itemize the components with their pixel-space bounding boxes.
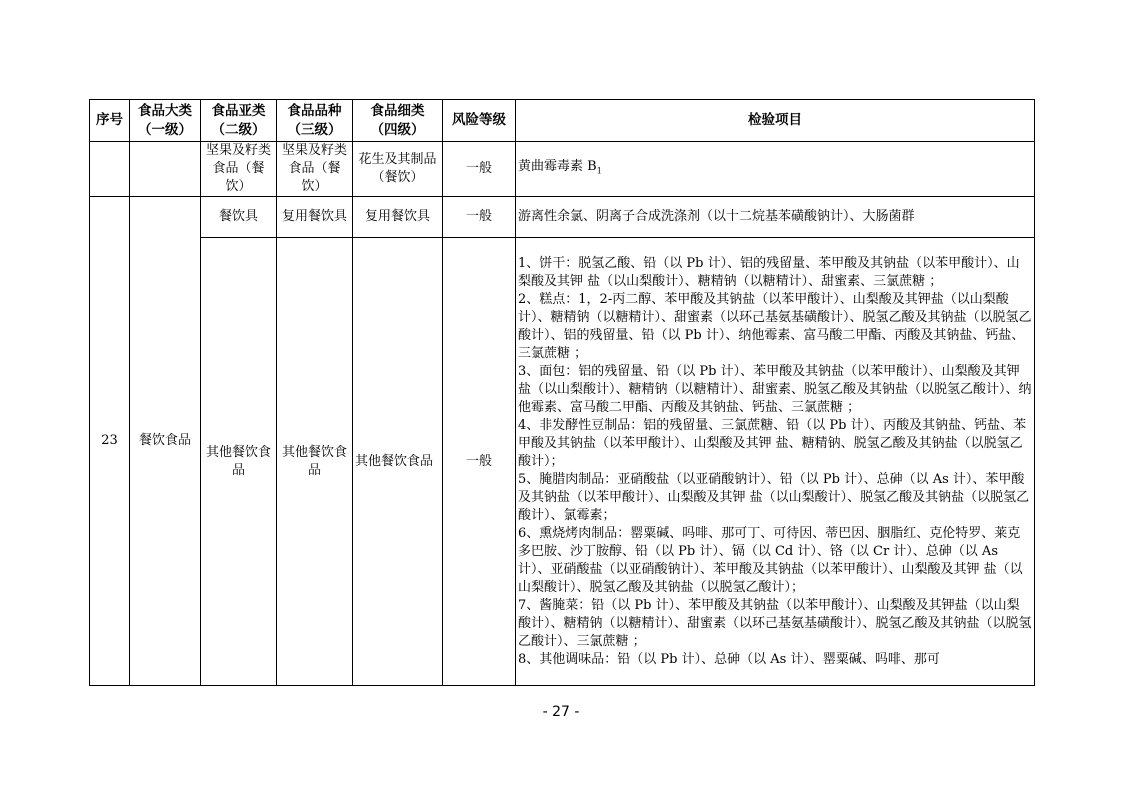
inspection-items-cell: 黄曲霉毒素 $B_1$ — [516, 142, 1035, 197]
page-number: - 27 - — [542, 704, 580, 720]
seq-cell — [90, 142, 130, 197]
header-seq: 序号 — [90, 100, 130, 142]
header-risk-level: 风险等级 — [443, 100, 516, 142]
category1-cell — [130, 142, 201, 197]
header-category-level3: 食品品种 （三级） — [277, 100, 353, 142]
header-category-level2: 食品亚类 （二级） — [201, 100, 277, 142]
inspection-item: 5、腌腊肉制品：亚硝酸盐（以亚硝酸钠计）、铅（以 Pb 计）、总砷（以 As 计）、苯甲酸及其钠盐（以苯甲酸计）、山梨酸及其钾 盐（以山梨酸计）、脱氢乙酸及其钠盐（以脱氢乙酸计）、氯霉素； — [518, 471, 1030, 523]
inspection-item: 4、非发酵性豆制品：铝的残留量、三氯蔗糖、铅（以 Pb 计）、丙酸及其钠盐、钙盐、苯甲酸及其钠盐（以苯甲酸计）、山梨酸及其钾 盐、糖精钠、脱氢乙酸及其钠盐（以脱氢乙酸计）； — [518, 417, 1027, 469]
risk-level-cell: 一般 — [443, 238, 516, 686]
header-inspection-items: 检验项目 — [516, 100, 1035, 142]
inspection-item: 1、饼干：脱氢乙酸、铅（以 Pb 计）、铝的残留量、苯甲酸及其钠盐（以苯甲酸计）、山梨酸及其钾 盐（以山梨酸计）、糖精钠（以糖精计）、甜蜜素、三氯蔗糖 ； — [518, 255, 1020, 289]
table-row — [90, 238, 1035, 686]
category3-cell: 其他餐饮食品 — [277, 238, 353, 686]
category4-cell: 复用餐饮具 — [353, 197, 443, 238]
table-row — [90, 197, 1035, 238]
table-row — [90, 142, 1035, 197]
inspection-item: 3、面包：铝的残留量、铅（以 Pb 计）、苯甲酸及其钠盐（以苯甲酸计）、山梨酸及其钾 盐（以山梨酸计）、糖精钠（以糖精计）、甜蜜素、脱氢乙酸及其钠盐（以脱氢乙酸计）、纳他霉素、富马酸二甲酯、丙酸及其钠盐、钙盐、三氯蔗糖 ； — [518, 363, 1032, 415]
risk-level-cell: 一般 — [443, 197, 516, 238]
category4-cell: 花生及其制品（餐饮） — [353, 142, 443, 197]
category3-cell: 坚果及籽类食品（餐饮） — [277, 142, 353, 197]
seq-cell: 23 — [90, 197, 130, 686]
header-category-level4: 食品细类 （四级） — [353, 100, 443, 142]
header-category-level1: 食品大类 （一级） — [130, 100, 201, 142]
inspection-table — [89, 99, 1035, 686]
category3-cell: 复用餐饮具 — [277, 197, 353, 238]
inspection-item: 2、糕点：1，2-丙二醇、苯甲酸及其钠盐（以苯甲酸计）、山梨酸及其钾盐（以山梨酸计）、糖精钠（以糖精计）、甜蜜素（以环己基氨基磺酸计）、脱氢乙酸及其钠盐（以脱氢乙酸计）、铝的残留量、铅（以 Pb 计）、纳他霉素、富马酸二甲酯、丙酸及其钠盐、钙盐、三氯蔗糖 ； — [518, 291, 1032, 361]
inspection-items-cell: 游离性余氯、阴离子合成洗涤剂（以十二烷基苯磺酸钠计）、大肠菌群 — [516, 197, 1035, 238]
inspection-item: 7、酱腌菜：铅（以 Pb 计）、苯甲酸及其钠盐（以苯甲酸计）、山梨酸及其钾盐（以山梨酸计）、糖精钠（以糖精计）、甜蜜素（以环己基氨基磺酸计）、脱氢乙酸及其钠盐（以脱氢乙酸计）、三氯蔗糖 ； — [518, 597, 1032, 649]
category2-cell: 其他餐饮食品 — [201, 238, 277, 686]
inspection-item: 8、其他调味品：铅（以 Pb 计）、总砷（以 As 计）、罂粟碱、吗啡、那可 — [518, 651, 940, 667]
risk-level-cell: 一般 — [443, 142, 516, 197]
header-row — [90, 100, 1035, 142]
category2-cell: 餐饮具 — [201, 197, 277, 238]
inspection-items-cell — [516, 238, 1035, 686]
category2-cell: 坚果及籽类食品（餐饮） — [201, 142, 277, 197]
category1-cell: 餐饮食品 — [130, 197, 201, 686]
category4-cell: 其他餐饮食品 — [353, 238, 443, 686]
inspection-item: 6、熏烧烤肉制品：罂粟碱、吗啡、那可丁、可待因、蒂巴因、胭脂红、克伦特罗、莱克多巴胺、沙丁胺醇、铅（以 Pb 计）、镉（以 Cd 计）、铬（以 Cr 计）、总砷（以 As 计）、亚硝酸盐（以亚硝酸钠计）、苯甲酸及其钠盐（以苯甲酸计）、山梨酸及其钾 盐（以山梨酸计）、脱氢乙酸及其钠盐（以脱氢乙酸计）； — [518, 525, 1023, 595]
